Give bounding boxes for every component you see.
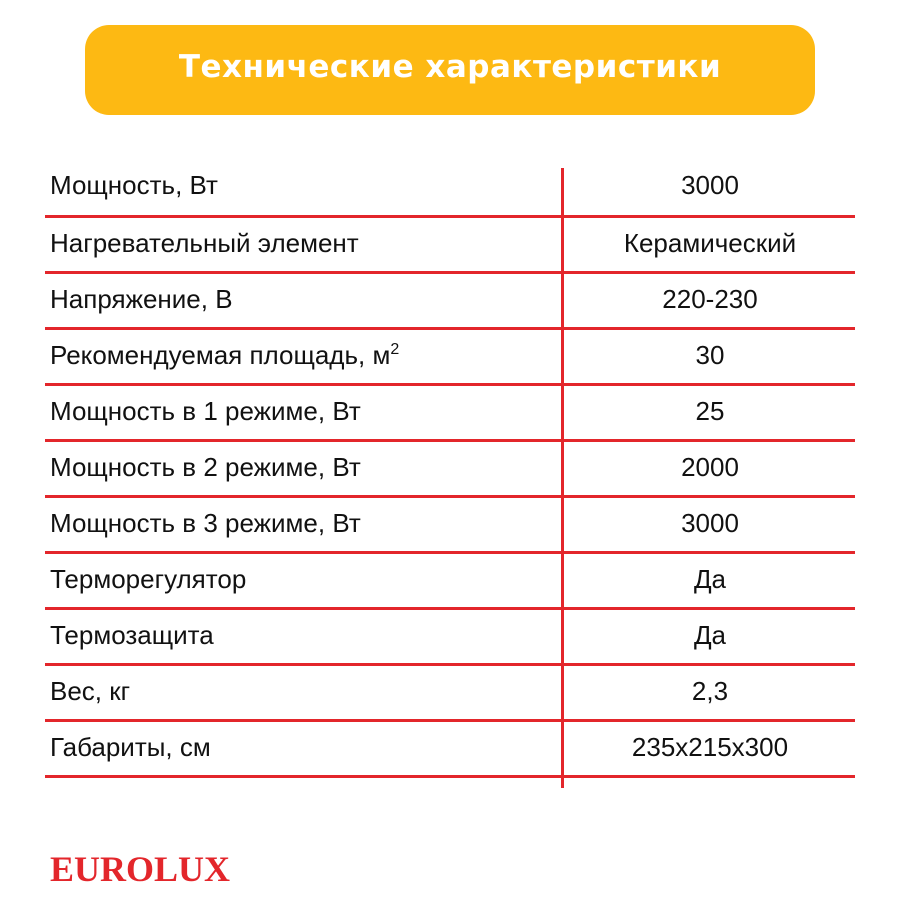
spec-row: [45, 274, 855, 330]
spec-label: Мощность в 2 режиме, Вт: [50, 452, 361, 482]
spec-value: 30: [695, 340, 725, 370]
spec-label: Габариты, см: [50, 732, 211, 762]
spec-label: Мощность, Вт: [50, 170, 218, 200]
spec-value: 220-230: [662, 284, 758, 314]
header-banner: [85, 25, 815, 115]
spec-label: Мощность в 1 режиме, Вт: [50, 396, 361, 426]
spec-row: [45, 554, 855, 610]
spec-value: Керамический: [623, 228, 797, 258]
brand-logo: EUROLUX: [50, 849, 231, 889]
spec-label: Термозащита: [50, 620, 214, 650]
spec-label-text: Рекомендуемая площадь, м: [50, 340, 391, 370]
spec-row: [45, 330, 855, 386]
page-title: Технические характеристики: [178, 49, 722, 85]
spec-value: 25: [695, 396, 725, 426]
spec-row: [45, 160, 855, 218]
spec-row: [45, 722, 855, 778]
spec-value: Да: [693, 620, 727, 650]
spec-row: [45, 442, 855, 498]
spec-value: Да: [693, 564, 727, 594]
spec-label-superscript: 2: [390, 341, 400, 358]
spec-label: Терморегулятор: [50, 564, 247, 594]
spec-label: Нагревательный элемент: [50, 228, 359, 258]
spec-row: [45, 666, 855, 722]
spec-value: 3000: [681, 508, 739, 538]
spec-row: [45, 218, 855, 274]
spec-row: [45, 386, 855, 442]
spec-row: [45, 498, 855, 554]
spec-label: Вес, кг: [50, 676, 131, 706]
spec-value: 235x215x300: [631, 732, 789, 762]
spec-table: [45, 160, 855, 778]
spec-row: [45, 610, 855, 666]
spec-label: [50, 340, 399, 371]
spec-label: Напряжение, В: [50, 284, 233, 314]
spec-value: 3000: [681, 170, 739, 200]
column-divider: [561, 168, 564, 788]
spec-value: 2,3: [691, 676, 729, 706]
spec-value: 2000: [681, 452, 739, 482]
spec-label: Мощность в 3 режиме, Вт: [50, 508, 361, 538]
